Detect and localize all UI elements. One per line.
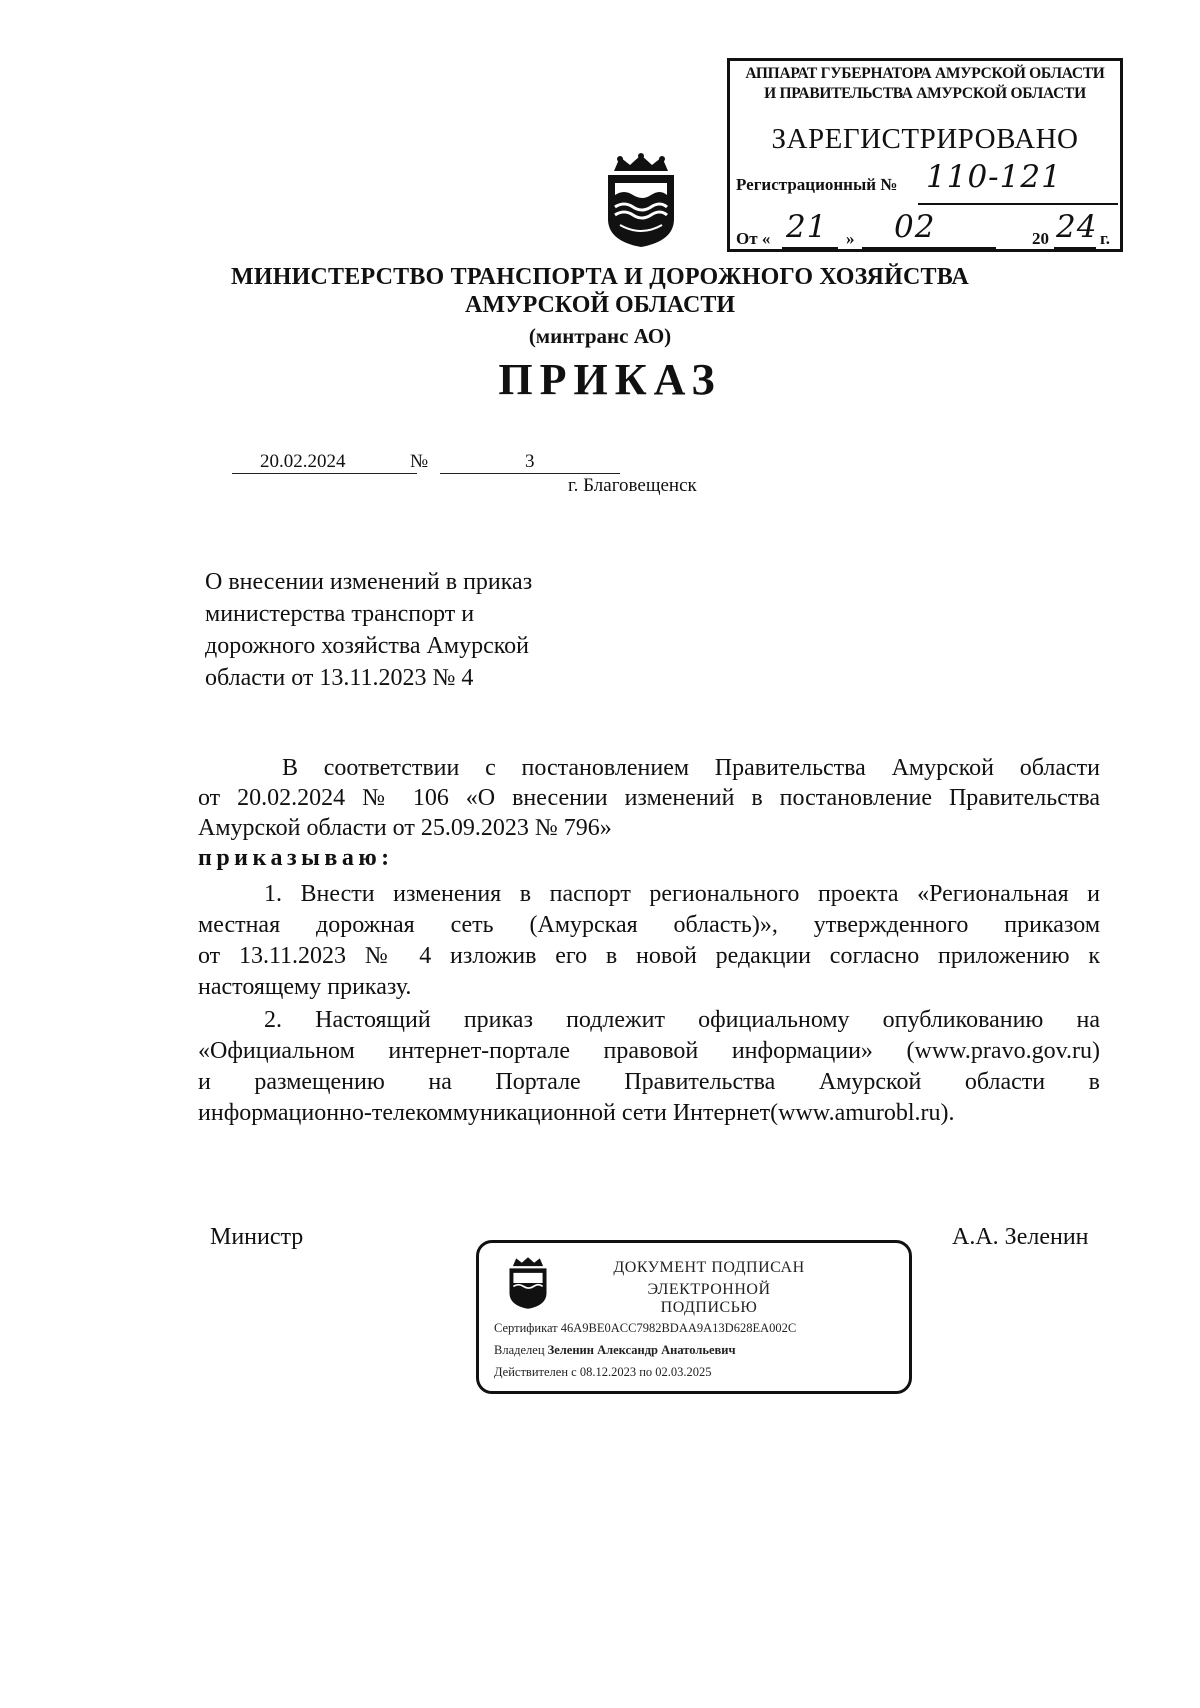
ministry-abbreviation: (минтранс АО)	[528, 324, 672, 348]
stamp-month: 02	[894, 209, 936, 245]
stamp-date-prefix: От «	[736, 229, 771, 248]
item1-line1: 1. Внести изменения в паспорт регионального проекта «Региональная и	[264, 881, 1100, 907]
stamp-month-line	[862, 247, 996, 249]
order-verb: приказываю:	[198, 845, 394, 871]
number-sign: №	[410, 451, 429, 472]
ministry-name-line2: АМУРСКОЙ ОБЛАСТИ	[465, 292, 735, 318]
item2-line1: 2. Настоящий приказ подлежит официальному опубликованию на	[264, 1007, 1100, 1033]
order-number: 3	[525, 451, 535, 472]
document-title: ПРИКАЗ	[498, 355, 722, 404]
stamp-registered: ЗАРЕГИСТРИРОВАНО	[771, 123, 1079, 155]
esign-cert-label: Сертификат	[494, 1321, 558, 1335]
stamp-reg-number-line	[918, 203, 1118, 205]
subject-line1: О внесении изменений в приказ	[205, 569, 533, 595]
stamp-day-line	[782, 247, 838, 249]
esign-owner-value: Зеленин Александр Анатольевич	[547, 1343, 736, 1357]
coat-of-arms-icon	[600, 153, 682, 249]
body-paragraph1-line1: В соответствии с постановлением Правительства Амурской области	[282, 755, 1100, 781]
subject-line3: дорожного хозяйства Амурской	[205, 633, 529, 659]
order-date: 20.02.2024	[260, 451, 346, 472]
stamp-day: 21	[786, 209, 828, 245]
stamp-reg-number-label: Регистрационный №	[736, 175, 898, 194]
ministry-name-line1: МИНИСТЕРСТВО ТРАНСПОРТА И ДОРОЖНОГО ХОЗЯЙСТВА	[231, 264, 969, 290]
stamp-year-line	[1054, 247, 1096, 249]
esign-owner-label: Владелец	[494, 1343, 545, 1357]
stamp-org-line2: И ПРАВИТЕЛЬСТВА АМУРСКОЙ ОБЛАСТИ	[764, 85, 1086, 102]
esign-emblem-icon	[505, 1255, 551, 1311]
stamp-reg-number: 110-121	[926, 159, 1062, 195]
item2-line4: информационно-телекоммуникационной сети Интернет(www.amurobl.ru).	[198, 1100, 955, 1126]
subject-line2: министерства транспорт и	[205, 601, 475, 627]
esign-caption-line1: ДОКУМЕНТ ПОДПИСАН	[613, 1259, 805, 1276]
order-city: г. Благовещенск	[568, 475, 697, 496]
body-paragraph1-line2: от 20.02.2024 № 106 «О внесении изменений в постановление Правительства	[198, 785, 1100, 811]
date-underline	[232, 473, 417, 474]
signatory-name: А.А. Зеленин	[952, 1224, 1089, 1250]
item1-line3: от 13.11.2023 № 4 изложив его в новой редакции согласно приложению к	[198, 943, 1100, 969]
esign-valid-from: 08.12.2023	[579, 1365, 637, 1379]
esign-validity	[494, 1365, 712, 1380]
registration-stamp	[727, 58, 1123, 252]
signatory-position: Министр	[210, 1224, 304, 1250]
stamp-org-line1: АППАРАТ ГУБЕРНАТОРА АМУРСКОЙ ОБЛАСТИ	[745, 65, 1105, 82]
stamp-quote-close: »	[846, 229, 855, 248]
esign-valid-to: 02.03.2025	[655, 1365, 712, 1379]
item2-line3: и размещению на Портале Правительства Амурской области в	[198, 1069, 1100, 1095]
esign-valid-to-label: по	[639, 1365, 653, 1379]
esign-owner	[494, 1343, 736, 1358]
esign-cert-value: 46A9BE0ACC7982BDAA9A13D628EA002C	[560, 1321, 797, 1335]
esign-valid-label: Действителен с	[494, 1365, 577, 1379]
esign-caption-line2: ЭЛЕКТРОННОЙ ПОДПИСЬЮ	[647, 1281, 771, 1316]
stamp-year-unit: г.	[1100, 229, 1111, 248]
item1-line4: настоящему приказу.	[198, 974, 412, 1000]
stamp-year: 24	[1056, 209, 1098, 245]
esign-certificate	[494, 1321, 796, 1336]
stamp-year-prefix: 20	[1032, 229, 1049, 248]
body-paragraph1-line3: Амурской области от 25.09.2023 № 796»	[198, 815, 612, 841]
item2-line2: «Официальном интернет-портале правовой информации» (www.pravo.gov.ru)	[198, 1038, 1100, 1064]
subject-line4: области от 13.11.2023 № 4	[205, 665, 474, 691]
electronic-signature-stamp	[476, 1240, 912, 1394]
item1-line2: местная дорожная сеть (Амурская область)», утвержденного приказом	[198, 912, 1100, 938]
number-underline	[440, 473, 620, 474]
